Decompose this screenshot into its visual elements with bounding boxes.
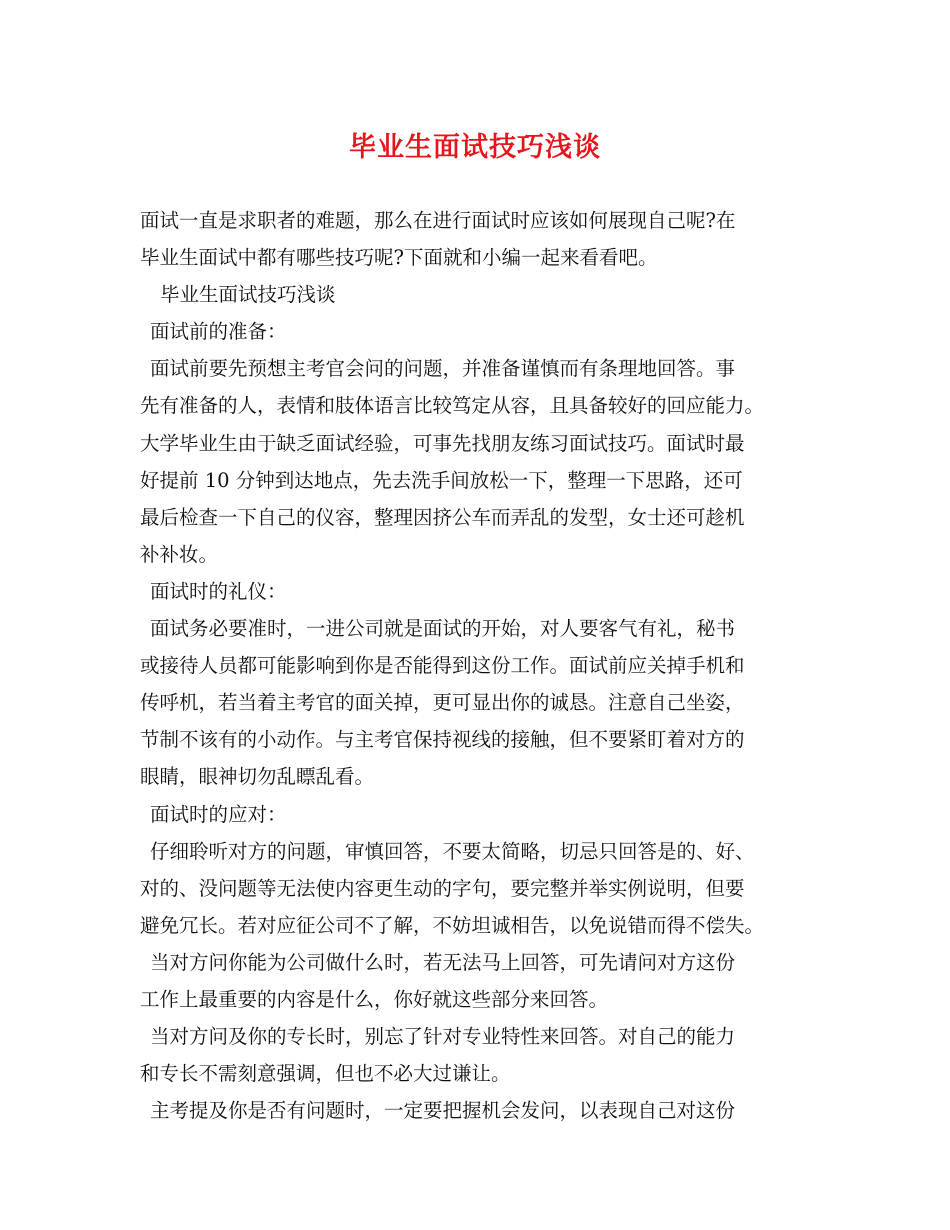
paragraph-line: 面试一直是求职者的难题，那么在进行面试时应该如何展现自己呢?在 (140, 209, 736, 232)
paragraph-line: 补补妆。 (140, 542, 219, 566)
document-title: 毕业生面试技巧浅谈 (349, 132, 601, 163)
paragraph-line: 当对方问你能为公司做什么时，若无法马上回答，可先请问对方这份 (150, 950, 736, 974)
paragraph-line: 最后检查一下自己的仪容，整理因挤公车而弄乱的发型，女士还可趁机 (140, 505, 745, 529)
paragraph-line: 先有准备的人，表情和肢体语言比较笃定从容，且具备较好的回应能力。 (140, 394, 765, 418)
paragraph-line: 或接待人员都可能影响到你是否能得到这份工作。面试前应关掉手机和 (140, 654, 745, 678)
paragraph-line: 避免冗长。若对应征公司不了解，不妨坦诚相告，以免说错而得不偿失。 (140, 913, 765, 937)
paragraph-line: 传呼机，若当着主考官的面关掉，更可显出你的诚恳。注意自己坐姿， (140, 691, 745, 715)
section-heading: 毕业生面试技巧浅谈 (160, 283, 336, 307)
paragraph-line: 主考提及你是否有问题时，一定要把握机会发问，以表现自己对这份 (150, 1099, 736, 1123)
section-heading: 面试时的礼仪： (150, 579, 287, 603)
paragraph-line: 面试务必要准时，一进公司就是面试的开始，对人要客气有礼，秘书 (150, 617, 736, 641)
paragraph-line: 仔细聆听对方的问题，审慎回答，不要太简略，切忌只回答是的、好、 (150, 839, 755, 863)
paragraph-line: 和专长不需刻意强调，但也不必大过谦让。 (140, 1062, 511, 1086)
paragraph-line: 当对方问及你的专长时，别忘了针对专业特性来回答。对自己的能力 (150, 1025, 736, 1049)
section-heading: 面试前的准备： (150, 320, 287, 344)
paragraph-line: 大学毕业生由于缺乏面试经验，可事先找朋友练习面试技巧。面试时最 (140, 431, 745, 455)
document-body (140, 202, 830, 1129)
paragraph-line: 好提前 10 分钟到达地点，先去洗手间放松一下，整理一下思路，还可 (140, 468, 743, 492)
paragraph-line: 对的、没问题等无法使内容更生动的字句，要完整并举实例说明，但要 (140, 876, 745, 900)
paragraph-line: 节制不该有的小动作。与主考官保持视线的接触，但不要紧盯着对方的 (140, 728, 745, 752)
paragraph-line: 面试前要先预想主考官会问的问题，并准备谨慎而有条理地回答。事 (150, 357, 736, 381)
section-heading: 面试时的应对： (150, 802, 287, 826)
paragraph-line: 毕业生面试中都有哪些技巧呢?下面就和小编一起来看看吧。 (140, 246, 658, 270)
paragraph-line: 工作上最重要的内容是什么，你好就这些部分来回答。 (140, 987, 609, 1011)
paragraph-line: 眼睛，眼神切勿乱瞟乱看。 (140, 765, 375, 789)
